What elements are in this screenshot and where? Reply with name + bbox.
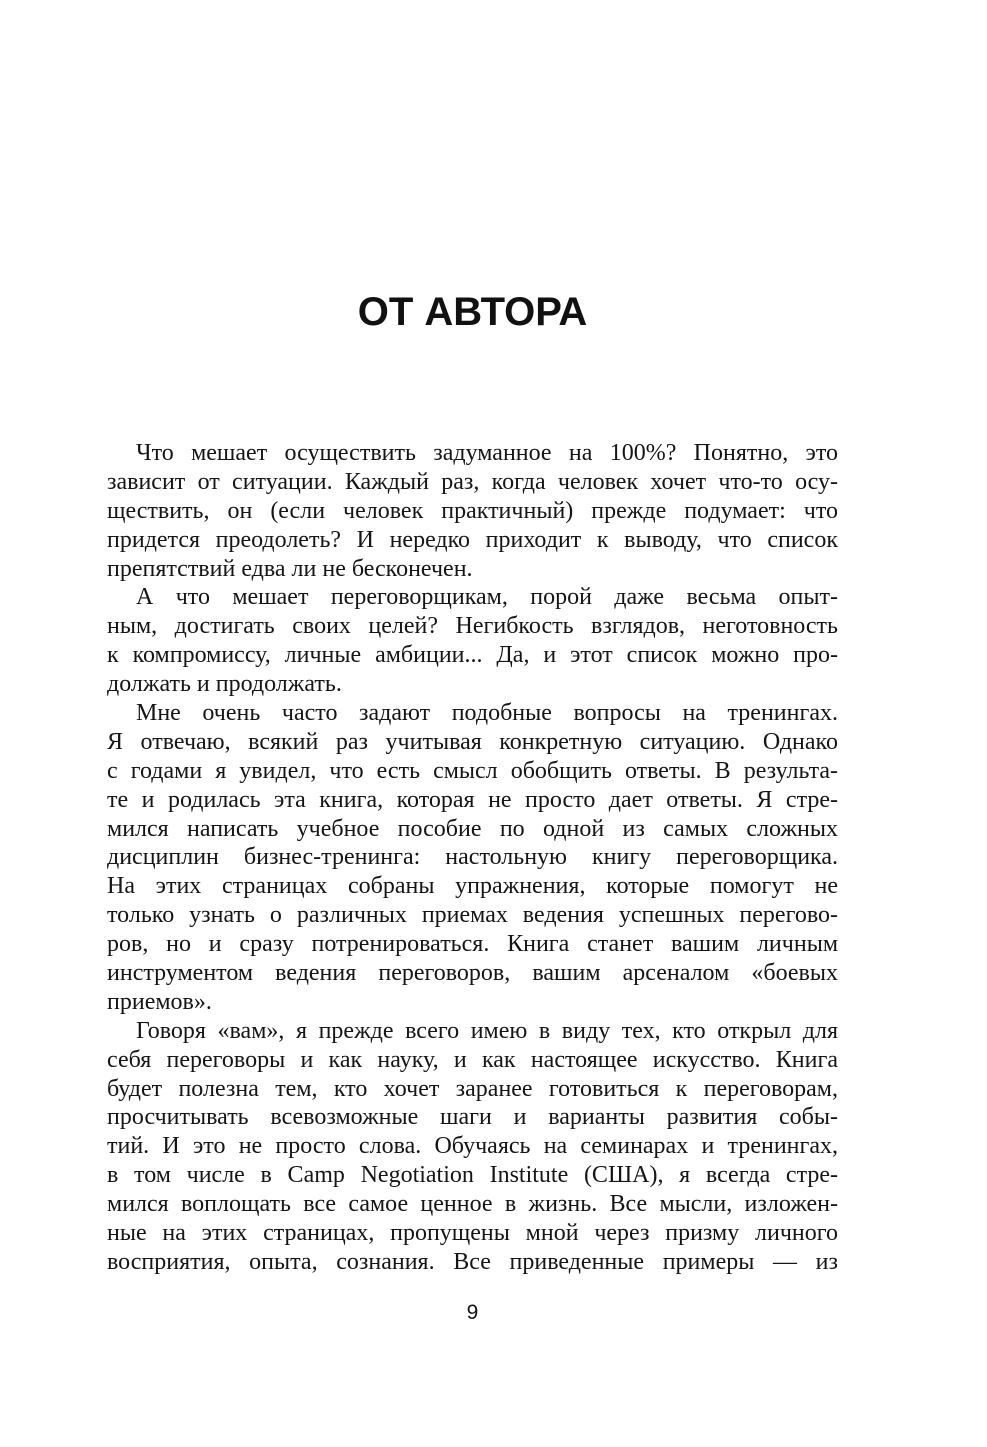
chapter-title: ОТ АВТОРА [357, 290, 588, 334]
text-line: должать и продолжать. [107, 671, 342, 698]
text-line: с годами я увидел, что есть смысл обобщить ответы. В результа- [107, 757, 838, 784]
text-line: На этих страницах собраны упражнения, которые помогут не [107, 873, 838, 900]
text-line: ные на этих страницах, пропущены мной через призму личного [107, 1220, 838, 1247]
text-line: приемов». [107, 988, 212, 1015]
body-text [107, 439, 838, 1277]
text-line: будет полезна тем, кто хочет заранее готовиться к переговорам, [107, 1075, 838, 1102]
text-line: просчитывать всевозможные шаги и варианты развития собы- [107, 1104, 838, 1131]
text-line: придется преодолеть? И нередко приходит к выводу, что список [107, 526, 838, 553]
text-line: те и родилась эта книга, которая не просто дает ответы. Я стре- [107, 786, 838, 813]
text-line: дисциплин бизнес-тренинга: настольную книгу переговорщика. [107, 844, 838, 871]
text-line: восприятия, опыта, сознания. Все приведенные примеры — из [107, 1248, 838, 1275]
text-line: мился написать учебное пособие по одной из самых сложных [107, 815, 838, 842]
text-line: Мне очень часто задают подобные вопросы на тренингах. [136, 700, 838, 727]
text-line: ществить, он (если человек практичный) прежде подумает: что [107, 497, 838, 524]
text-line: себя переговоры и как науку, и как настоящее искусство. Книга [107, 1046, 838, 1073]
text-line: Я отвечаю, всякий раз учитывая конкретную ситуацию. Однако [107, 728, 838, 755]
text-line: мился воплощать все самое ценное в жизнь. Все мысли, изложен- [107, 1191, 838, 1218]
text-line: ным, достигать своих целей? Негибкость взглядов, неготовность [107, 613, 838, 640]
text-line: инструментом ведения переговоров, вашим арсеналом «боевых [107, 960, 838, 987]
text-line: препятствий едва ли не бесконечен. [107, 555, 473, 582]
text-line: тий. И это не просто слова. Обучаясь на семинарах и тренингах, [107, 1133, 838, 1160]
text-line: Говоря «вам», я прежде всего имею в виду тех, кто открыл для [136, 1017, 838, 1044]
text-line: только узнать о различных приемах ведения успешных перегово- [107, 902, 838, 929]
paragraph [107, 699, 838, 1017]
text-line: Что мешает осуществить задуманное на 100%? Понятно, это [136, 440, 838, 466]
page-number: 9 [466, 1301, 479, 1324]
text-line: зависит от ситуации. Каждый раз, когда человек хочет что-то осу- [107, 468, 838, 495]
text-line: к компромиссу, личные амбиции... Да, и этот список можно про- [107, 642, 838, 669]
paragraph [107, 1017, 838, 1277]
text-line: ров, но и сразу потренироваться. Книга станет вашим личным [107, 931, 838, 958]
text-line: А что мешает переговорщикам, порой даже весьма опыт- [136, 584, 838, 611]
paragraph [107, 583, 838, 699]
paragraph [107, 439, 838, 583]
text-line: в том числе в Camp Negotiation Institute (США), я всегда стре- [107, 1162, 838, 1189]
